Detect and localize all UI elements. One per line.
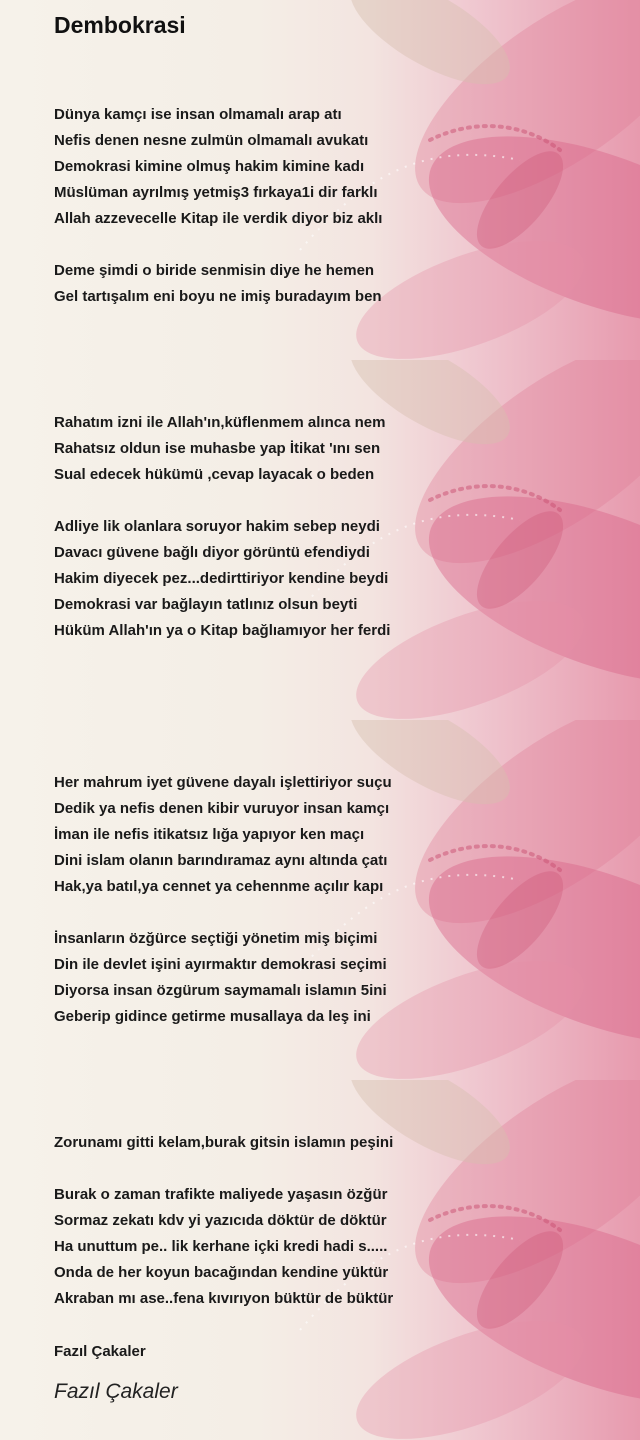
author-signature: Fazıl Çakaler: [54, 1380, 178, 1403]
poem-line: Din ile devlet işini ayırmaktır demokrasi seçimi: [54, 956, 387, 973]
poem-line: Sormaz zekatı kdv yi yazıcıda döktür de döktür: [54, 1212, 387, 1229]
poem-stanza: [54, 514, 390, 644]
poem-line: Sual edecek hükümü ,cevap layacak o beden: [54, 466, 375, 483]
poem-line: Allah azzevecelle Kitap ile verdik diyor biz aklı: [54, 210, 383, 227]
poem-title: Dembokrasi: [54, 12, 186, 38]
poem-line: Nefis denen nesne zulmün olmamalı avukatı: [54, 132, 369, 149]
poem-stanza: [54, 926, 387, 1030]
poem-line: Hüküm Allah'ın ya o Kitap bağlıamıyor her ferdi: [54, 622, 391, 639]
poem-line: Dedik ya nefis denen kibir vuruyor insan kamçı: [54, 800, 390, 817]
poem-line: Dünya kamçı ise insan olmamalı arap atı: [54, 106, 342, 123]
poem-stanza: [54, 258, 382, 310]
poem-line: Gel tartışalım eni boyu ne imiş buradayım ben: [54, 288, 382, 305]
poem-line: Zorunamı gitti kelam,burak gitsin islamın peşini: [54, 1134, 394, 1151]
poem-line: İnsanların özğürce seçtiği yönetim miş biçimi: [54, 930, 378, 947]
poem-line: Rahatım izni ile Allah'ın,küflenmem alınca nem: [54, 414, 386, 431]
poem-line: Diyorsa insan özgürum saymamalı islamın 5ini: [54, 982, 387, 999]
poem-line: Demokrasi kimine olmuş hakim kimine kadı: [54, 158, 365, 175]
poem-stanza: [54, 770, 392, 900]
poem-stanza: [54, 410, 385, 488]
poem-author: Fazıl Çakaler: [54, 1343, 146, 1360]
poem-line: Hakim diyecek pez...dedirttiriyor kendine beydi: [54, 570, 389, 587]
poem-line: Her mahrum iyet güvene dayalı işlettiriyor suçu: [54, 774, 392, 791]
poem-line: Onda de her koyun bacağından kendine yüktür: [54, 1264, 389, 1281]
poem-stanza: [54, 1182, 393, 1312]
poem-stanza: [54, 1130, 393, 1156]
poem-line: Müslüman ayrılmış yetmiş3 fırkaya1i dir farklı: [54, 184, 378, 201]
poem-line: Davacı güvene bağlı diyor görüntü efendiydi: [54, 544, 370, 561]
poem-line: Rahatsız oldun ise muhasbe yap İtikat 'ını sen: [54, 440, 381, 457]
poem-line: Geberip gidince getirme musallaya da leş ini: [54, 1008, 371, 1025]
poem-stanza: [54, 102, 382, 232]
poem-line: Ha unuttum pe.. lik kerhane içki kredi hadi s.....: [54, 1238, 388, 1255]
poem-line: İman ile nefis itikatsız lığa yapıyor ken maçı: [54, 826, 365, 843]
poem-line: Akraban mı ase..fena kıvırıyon büktür de büktür: [54, 1290, 394, 1307]
poem-line: Burak o zaman trafikte maliyede yaşasın özğür: [54, 1186, 388, 1203]
poem-line: Demokrasi var bağlayın tatlınız olsun beyti: [54, 596, 358, 613]
poem-line: Dini islam olanın barındıramaz aynı altında çatı: [54, 852, 388, 869]
poem-line: Deme şimdi o biride senmisin diye he hemen: [54, 262, 375, 279]
poem-line: Adliye lik olanlara soruyor hakim sebep neydi: [54, 518, 380, 535]
poem-line: Hak,ya batıl,ya cennet ya cehennme açılır kapı: [54, 878, 384, 895]
